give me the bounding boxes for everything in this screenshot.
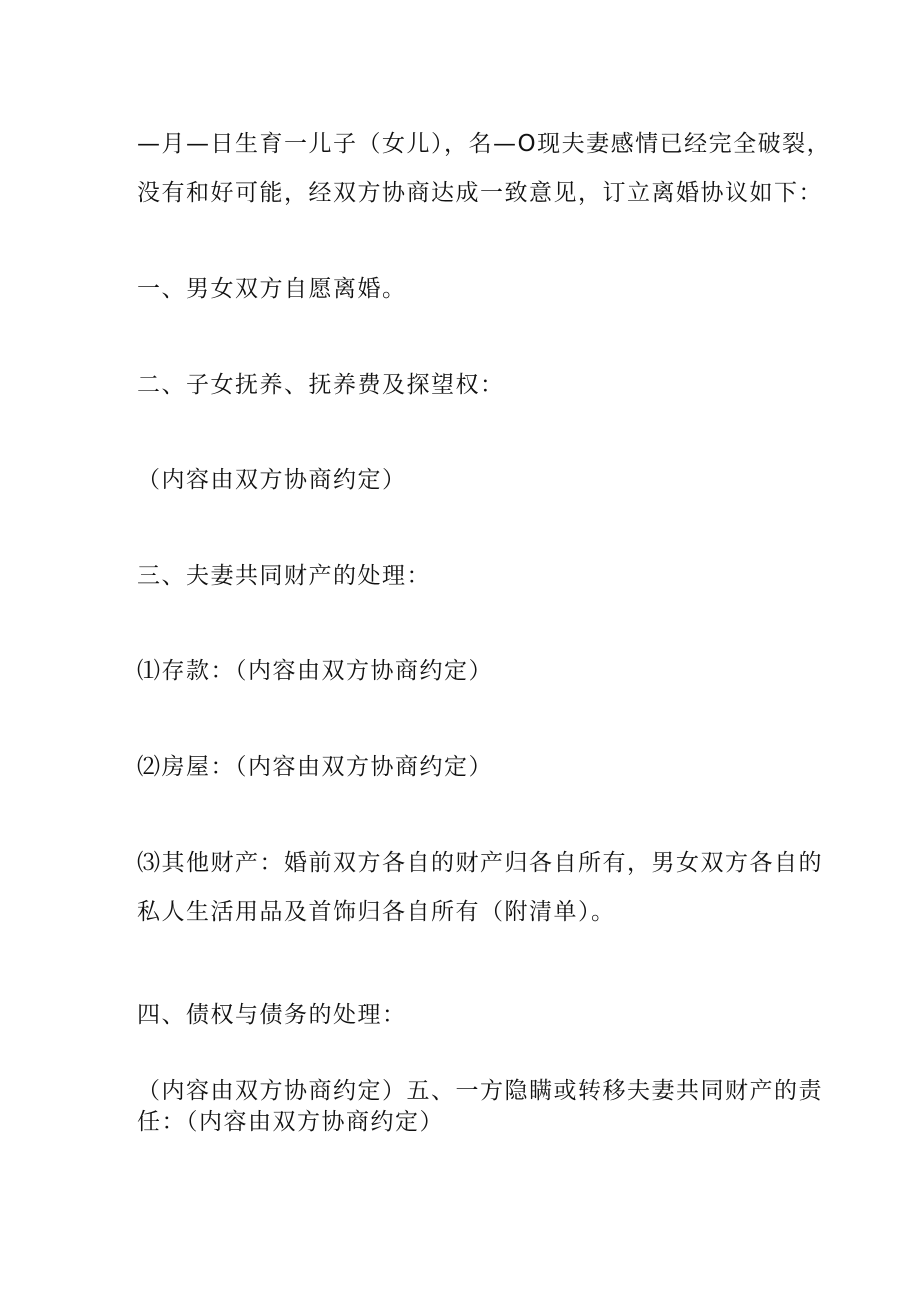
- clause-three-item-other-line-2: 私人生活用品及首饰归各自所有（附清单）。: [137, 899, 616, 925]
- clause-four-five-line-2: 任：（内容由双方协商约定）: [137, 1109, 444, 1135]
- clause-three-item-deposits: ⑴存款：（内容由双方协商约定）: [137, 658, 493, 684]
- clause-three-item-other-line-1: ⑶其他财产：婚前双方各自的财产归各自所有，男女双方各自的: [137, 850, 823, 876]
- clause-four-heading: 四、债权与债务的处理：: [137, 1002, 407, 1028]
- clause-three-item-housing: ⑵房屋：（内容由双方协商约定）: [137, 754, 493, 780]
- clause-one: 一、男女双方自愿离婚。: [137, 276, 407, 302]
- clause-two-heading: 二、子女抚养、抚养费及探望权：: [137, 372, 505, 398]
- clause-four-five-line-1: （内容由双方协商约定）五、一方隐瞒或转移夫妻共同财产的责: [137, 1078, 823, 1104]
- clause-three-heading: 三、夫妻共同财产的处理：: [137, 563, 431, 589]
- clause-two-content: （内容由双方协商约定）: [137, 467, 407, 493]
- paragraph-intro-line-1: —月—日生育一儿子（女儿），名—O现夫妻感情已经完全破裂，: [137, 131, 832, 157]
- paragraph-intro-line-2: 没有和好可能，经双方协商达成一致意见，订立离婚协议如下：: [137, 180, 823, 206]
